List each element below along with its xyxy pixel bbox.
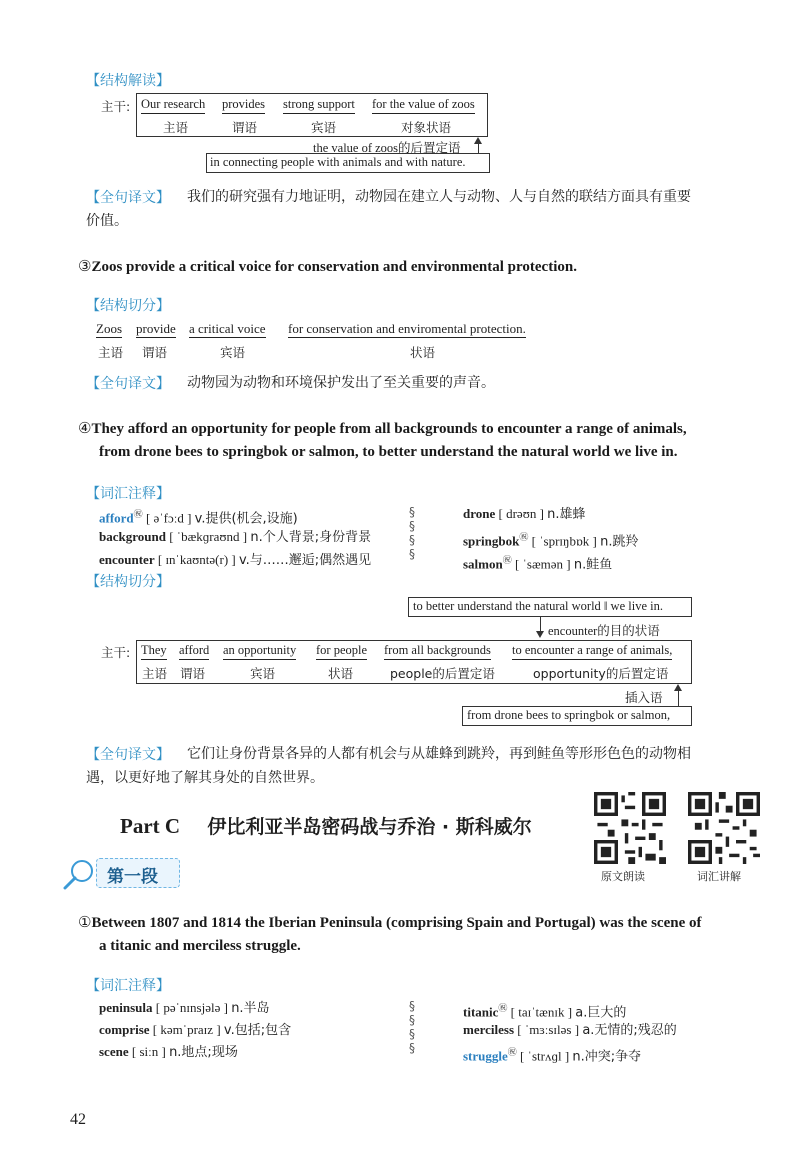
vocab-word: afford <box>99 510 134 526</box>
key-word-mark: ㊗ <box>502 555 512 565</box>
s4-role-attr1: people的后置定语 <box>390 666 495 681</box>
sentence-3-text: Zoos provide a critical voice for conservation and environmental protection. <box>91 259 577 275</box>
vocab-word: springbok <box>463 533 520 549</box>
translation-3-line2: 遇，以更好地了解其身处的自然世界。 <box>86 770 324 786</box>
s3-role-subject: 主语 <box>98 345 124 360</box>
s4-phrase-subject: They <box>141 643 167 660</box>
s4-role-attr2: opportunity的后置定语 <box>533 666 669 681</box>
translation-2: 动物园为动物和环境保护发出了至关重要的声音。 <box>187 375 495 391</box>
vocab-phonetic: [ əˈfɔːd ] <box>145 510 192 526</box>
sentence-5-line2: a titanic and merciless struggle. <box>99 938 301 954</box>
translation-1-line2: 价值。 <box>86 213 128 229</box>
vocab-comprise <box>99 1019 291 1042</box>
translation-tag-3: 【全句译文】 <box>86 747 170 763</box>
part-c-label: Part C <box>120 814 181 838</box>
insert-label: 插入语 <box>625 690 663 705</box>
main-clause-label: 主干: <box>101 99 131 114</box>
phrase-subject: Our research <box>141 97 205 114</box>
sentence-3 <box>78 254 577 279</box>
purpose-arrow-head <box>536 631 544 638</box>
vocab-phonetic: [ ˈbækɡraʊnd ] <box>169 529 248 544</box>
s4-phrase-predicate: afford <box>179 643 209 660</box>
vocab-definition: a.无情的;残忍的 <box>582 1023 677 1038</box>
vocab-phonetic: [ ˈsprɪŋbɒk ] <box>531 533 597 549</box>
qr-code-reading[interactable] <box>594 792 666 864</box>
s4-role-predicate: 谓语 <box>180 666 206 681</box>
part-c-subtitle: 伊比利亚半岛密码战与乔治 · 斯科威尔 <box>207 816 532 838</box>
magnifier-icon <box>62 858 96 890</box>
page-number: 42 <box>70 1111 86 1128</box>
modifier-label: the value of zoos的后置定语 <box>313 141 461 155</box>
purpose-label: encounter的目的状语 <box>548 624 660 638</box>
vocab-word: encounter <box>99 552 155 567</box>
vocab-word: scene <box>99 1044 129 1059</box>
s3-phrase-predicate: provide <box>136 321 176 336</box>
vocab-definition: v.包括;包含 <box>223 1023 292 1038</box>
sentence-4-line2: from drone bees to springbok or salmon, to better understand the natural world we live in. <box>99 444 678 460</box>
vocab-word: struggle <box>463 1048 508 1064</box>
vocab-definition: n.地点;现场 <box>169 1045 238 1060</box>
qr-code-vocab[interactable] <box>688 792 760 864</box>
vocab-definition: v.提供(机会,设施) <box>194 511 298 527</box>
qr-label-vocab: 词汇讲解 <box>697 870 741 883</box>
sentence-5-number: ① <box>78 913 92 931</box>
vocab-definition: n.冲突;争夺 <box>572 1049 642 1065</box>
vocab-phonetic: [ taɪˈtænɪk ] <box>510 1004 573 1020</box>
s3-role-predicate: 谓语 <box>142 345 168 360</box>
paragraph-banner <box>96 858 180 888</box>
vocab-scene <box>99 1041 238 1064</box>
vocab-tag-1: 【词汇注释】 <box>86 486 170 502</box>
vocab-phonetic: [ ˈsæmən ] <box>515 556 571 572</box>
vocab-struggle <box>463 1041 641 1068</box>
vocab-divider-2: § § § § <box>409 999 415 1055</box>
s4-phrase-adverbial: for people <box>316 643 367 660</box>
vocab-phonetic: [ drəʊn ] <box>498 506 544 521</box>
vocab-divider-1: § § § § <box>409 505 415 561</box>
purpose-arrow-line <box>540 617 541 631</box>
s3-phrase-adverbial: for conservation and enviromental protection. <box>288 321 526 336</box>
s4-phrase-object: an opportunity <box>223 643 296 660</box>
vocab-word: background <box>99 529 166 544</box>
insert-arrow-line <box>678 690 679 706</box>
s4-phrase-attr1: from all backgrounds <box>384 643 491 660</box>
role-adverbial: 对象状语 <box>401 120 452 135</box>
translation-tag-2: 【全句译文】 <box>86 376 170 392</box>
vocab-tag-2: 【词汇注释】 <box>86 978 170 994</box>
s3-phrase-subject: Zoos <box>96 321 122 336</box>
structure-split-tag-1: 【结构切分】 <box>86 298 170 314</box>
vocab-definition: n.半岛 <box>231 1001 270 1016</box>
sentence-4-line1 <box>78 416 687 441</box>
vocab-definition: v.与……邂逅;偶然遇见 <box>238 553 372 568</box>
sentence-5-line1 <box>78 910 701 935</box>
vocab-phonetic: [ ˈstrʌɡl ] <box>520 1048 570 1064</box>
vocab-definition: n.跳羚 <box>600 534 639 550</box>
vocab-phonetic: [ ɪnˈkaʊntə(r) ] <box>157 552 236 567</box>
structure-split-tag-2: 【结构切分】 <box>86 574 170 590</box>
vocab-phonetic: [ kəmˈpraɪz ] <box>152 1022 221 1037</box>
vocab-encounter <box>99 549 371 572</box>
part-c-title <box>120 812 532 839</box>
translation-tag-1: 【全句译文】 <box>86 190 170 206</box>
insert-phrase-text: from drone bees to springbok or salmon, <box>467 708 671 722</box>
vocab-salmon <box>463 549 612 576</box>
translation-3-line1: 它们让身份背景各异的人都有机会与从雄蜂到跳羚，再到鲑鱼等形形色色的动物相 <box>187 746 691 762</box>
vocab-phonetic: [ siːn ] <box>131 1044 166 1059</box>
vocab-word: titanic <box>463 1004 499 1020</box>
sentence-5-text-1: Between 1807 and 1814 the Iberian Peninsula (comprising Spain and Portugal) was the scene of <box>91 915 702 931</box>
structure-analysis-tag: 【结构解读】 <box>86 73 170 89</box>
s4-main-label: 主干: <box>101 645 131 660</box>
sentence-4-text-1: They afford an opportunity for people from all backgrounds to encounter a range of animals, <box>91 421 687 437</box>
translation-1-line1: 我们的研究强有力地证明，动物园在建立人与动物、人与自然的联结方面具有重要 <box>187 189 691 205</box>
key-word-mark: ㊗ <box>498 1003 508 1013</box>
sentence-3-number: ③ <box>78 257 92 275</box>
s3-role-adverbial: 状语 <box>410 345 436 360</box>
modifier-arrow-line <box>478 143 479 153</box>
s4-role-subject: 主语 <box>142 666 168 681</box>
s3-role-object: 宾语 <box>220 345 246 360</box>
phrase-predicate: provides <box>222 97 265 114</box>
insert-phrase <box>467 708 670 723</box>
vocab-word: merciless <box>463 1022 515 1037</box>
paragraph-label: 第一段 <box>107 867 158 887</box>
purpose-phrase: to better understand the natural world ‖ we live in. <box>413 599 663 613</box>
key-word-mark: ㊗ <box>519 532 529 542</box>
key-word-mark: ㊗ <box>133 509 143 519</box>
qr-label-reading: 原文朗读 <box>601 870 645 883</box>
vocab-word: salmon <box>463 556 503 572</box>
vocab-merciless <box>463 1019 677 1042</box>
modifier-phrase: in connecting people with animals and with nature. <box>210 155 466 169</box>
role-object: 宾语 <box>311 120 337 135</box>
vocab-drone <box>463 503 586 526</box>
phrase-object: strong support <box>283 97 355 114</box>
vocab-definition: n.个人背景;身份背景 <box>250 530 372 545</box>
vocab-word: peninsula <box>99 1000 153 1015</box>
vocab-phonetic: [ pəˈnɪnsjələ ] <box>155 1000 228 1015</box>
vocab-definition: n.雄蜂 <box>547 507 586 522</box>
role-predicate: 谓语 <box>232 120 258 135</box>
vocab-phonetic: [ ˈmɜːsɪləs ] <box>517 1022 580 1037</box>
s4-role-object: 宾语 <box>250 666 276 681</box>
vocab-peninsula <box>99 997 270 1020</box>
vocab-definition: a.巨大的 <box>575 1005 627 1021</box>
vocab-word: comprise <box>99 1022 150 1037</box>
s4-phrase-attr2: to encounter a range of animals, <box>512 643 672 660</box>
vocab-definition: n.鲑鱼 <box>573 557 613 573</box>
phrase-adverbial: for the value of zoos <box>372 97 475 114</box>
vocab-background <box>99 526 371 549</box>
role-subject: 主语 <box>163 120 189 135</box>
vocab-word: drone <box>463 506 496 521</box>
sentence-4-number: ④ <box>78 419 92 437</box>
s3-phrase-object: a critical voice <box>189 321 266 336</box>
key-word-mark: ㊗ <box>507 1047 517 1057</box>
s4-role-adverbial: 状语 <box>328 666 354 681</box>
